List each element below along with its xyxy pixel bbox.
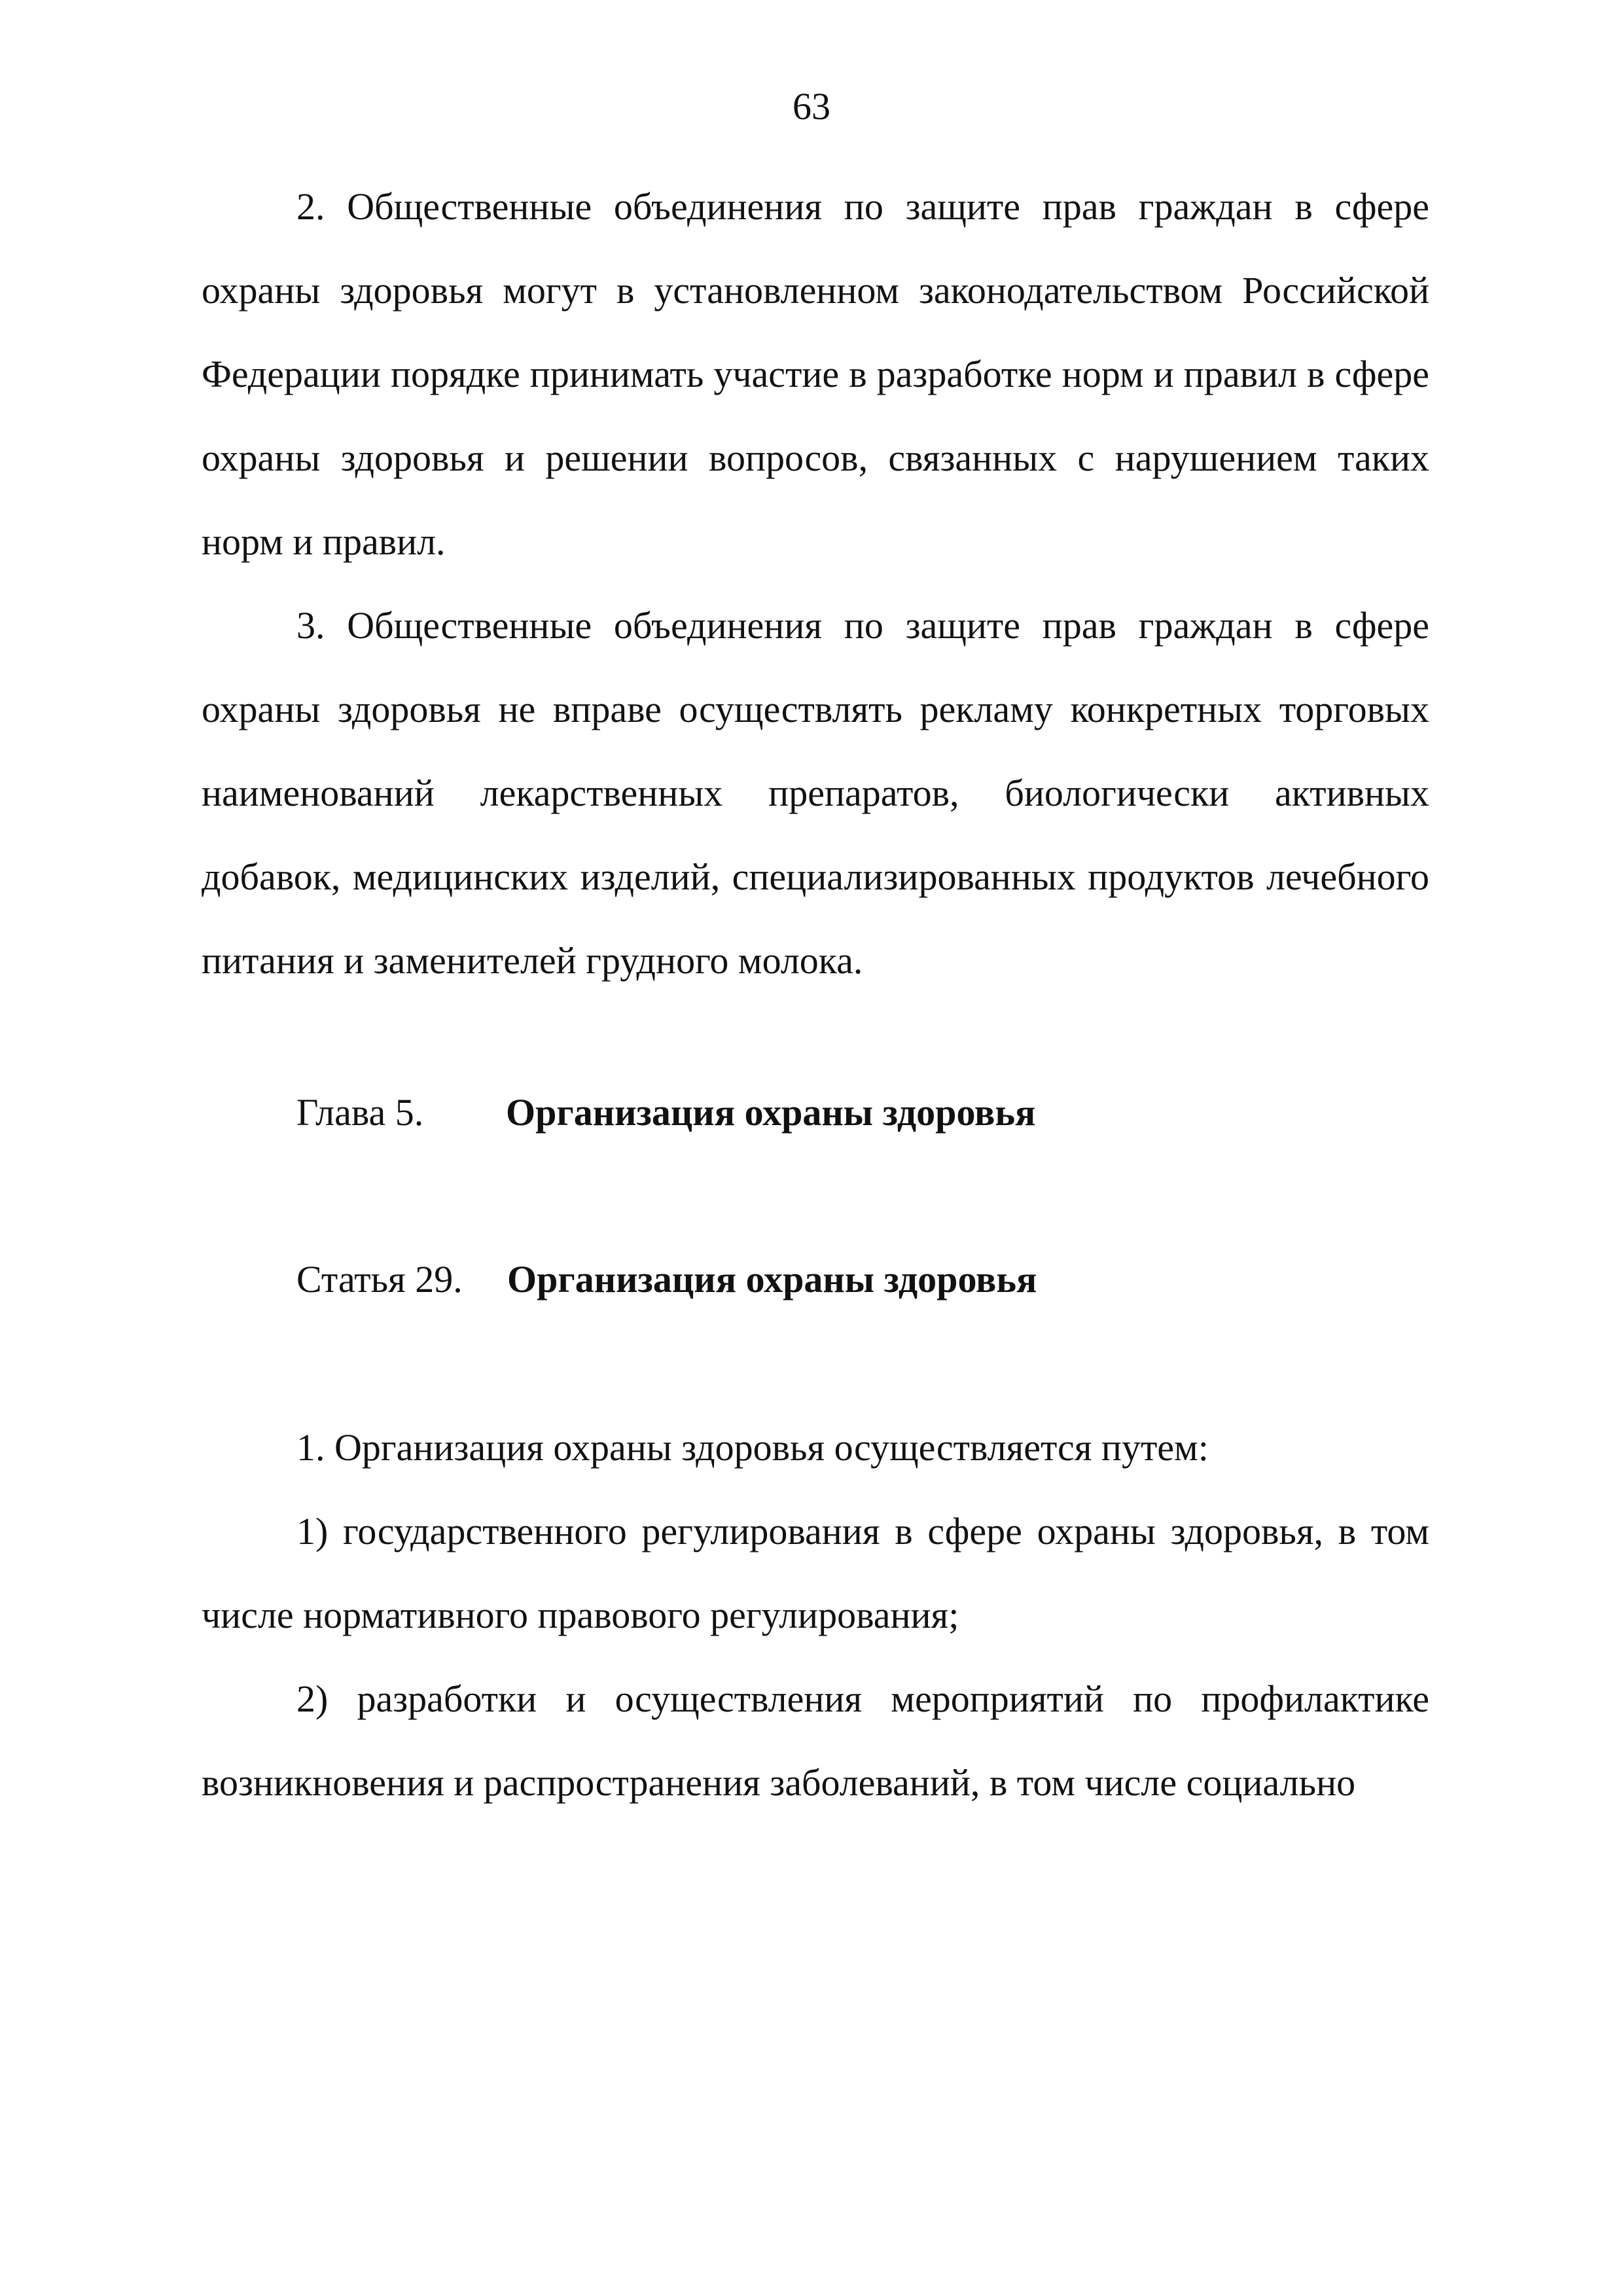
article-label: Статья 29. (296, 1258, 463, 1300)
article-item-2: 2) разработки и осуществления мероприятий по профилактике возникновения и распространения заболеваний, в том числе социально (202, 1677, 1429, 1804)
chapter-label: Глава 5. (296, 1091, 424, 1134)
chapter-heading (296, 1090, 1035, 1136)
article-title: Организация охраны здоровья (507, 1258, 1037, 1300)
paragraph-2: 2. Общественные объединения по защите прав граждан в сфере охраны здоровья могут в установленном законодательством Российской Федерации порядке принимать участие в разработке норм и правил в сфере охраны здоровья и решении вопросов, связанных с нарушением таких норм и правил. (202, 185, 1429, 563)
article-paragraph-1: 1. Организация охраны здоровья осуществляется путем: (296, 1426, 1209, 1469)
page-number: 63 (793, 85, 830, 128)
paragraph-3: 3. Общественные объединения по защите прав граждан в сфере охраны здоровья не вправе осуществлять рекламу конкретных торговых наименований лекарственных препаратов, биологически активных добавок, медицинских изделий, специализированных продуктов лечебного питания и заменителей грудного молока. (202, 604, 1429, 982)
article-heading (296, 1257, 1037, 1302)
article-item-1: 1) государственного регулирования в сфере охраны здоровья, в том числе нормативного правового регулирования; (202, 1510, 1429, 1636)
chapter-title: Организация охраны здоровья (506, 1091, 1036, 1134)
